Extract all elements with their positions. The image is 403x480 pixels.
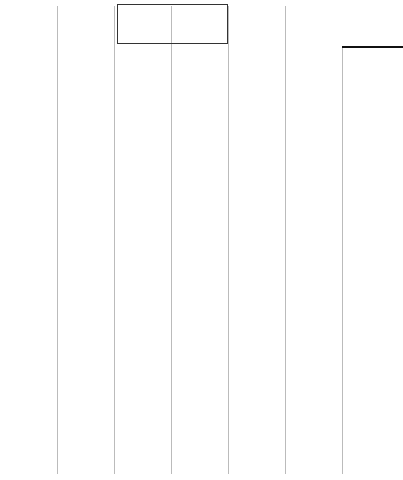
column-rule: [171, 6, 172, 474]
pull-quote: [117, 4, 228, 44]
column-rule: [285, 6, 286, 474]
notice-body: [4, 5, 54, 11]
column-rule: [228, 6, 229, 474]
notice-body: [61, 5, 111, 11]
text-column: [346, 50, 396, 476]
text-column: [232, 48, 282, 476]
text-column: [175, 48, 225, 476]
section-title: [342, 0, 403, 15]
notice-body: [346, 51, 396, 57]
column-rule: [114, 6, 115, 474]
text-column: [4, 4, 54, 476]
notice-body: [118, 49, 168, 55]
column-rule: [57, 6, 58, 474]
pull-quote-author: [122, 21, 223, 26]
text-column: [118, 48, 168, 476]
text-column: [289, 4, 339, 476]
column-rule: [342, 6, 343, 474]
notice-body: [175, 49, 225, 55]
section-banner: [342, 0, 403, 48]
notice-body: [289, 5, 339, 11]
text-column: [61, 4, 111, 476]
notice-body: [232, 49, 282, 55]
pull-quote-text: [122, 8, 223, 18]
